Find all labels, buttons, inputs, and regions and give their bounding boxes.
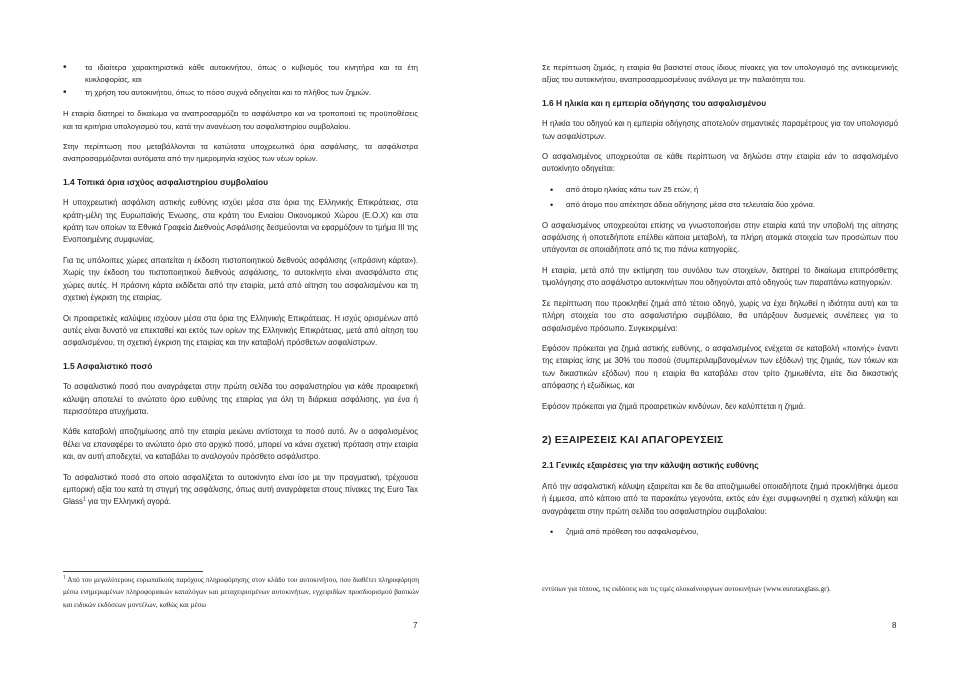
bullet-item: • από άτομο ηλικίας κάτω των 25 ετών, ή — [542, 184, 898, 196]
page-number: 8 — [892, 621, 897, 630]
paragraph: Η ηλικία του οδηγού και η εμπειρία οδήγησης αποτελούν σημαντικές παραμέτρους για τον υπολογισμό των ασφαλίστρων. — [542, 119, 898, 141]
footnote-text: Από του μεγαλύτερους ευρωπαϊκούς παρόχους πληροφόρησης στον κλάδο του αυτοκινήτου, που διαθέτει πληροφόρηση μέσω ενημερωμένων πληροφοριακών καταλόγων και μεταχειρισμένων αυτοκινήτων, εγχειριδίων προσδιορισμού βασικών και ειδικών εκδόσεων μοντέλων, καθώς και μέσω — [63, 576, 420, 609]
right-column — [542, 62, 898, 541]
page-number: 7 — [413, 621, 418, 630]
section-heading-2-1: 2.1 Γενικές εξαιρέσεις για την κάλυψη αστικής ευθύνης — [542, 460, 759, 471]
paragraph: Οι προαιρετικές καλύψεις ισχύουν μέσα στα όρια της Ελληνικής Επικράτειας. Η ισχύς ορισμένων από αυτές είναι δυνατό να επεκταθεί και εκτός των ορίων της Ελληνικής Επικράτειας, μετά από αίτηση του ασφαλισμένου, τη σχετική έγκριση της εταιρίας και την καταβολή πρόσθετων ασφαλίστρων. — [63, 313, 418, 348]
paragraph: Η υποχρεωτική ασφάλιση αστικής ευθύνης ισχύει μέσα στα όρια της Ελληνικής Επικράτειας, στα κράτη-μέλη της Ευρωπαϊκής Ένωσης, στα κράτη του Ενιαίου Οικονομικού Χώρου (Ε.Ο.Χ) και στα κράτη των οποίων τα Εθνικά Γραφεία Διεθνούς Ασφάλισης δεσμεύονται να εφαρμόζουν το τμήμα ΙΙΙ της Ενοποιημένης συμφωνίας. — [63, 198, 418, 245]
bullet-item: • τη χρήση του αυτοκινήτου, όπως το πόσο συχνά οδηγείται και το πλήθος των ζημιών. — [63, 87, 418, 99]
footnote-divider — [63, 571, 203, 572]
paragraph: Εφόσον πρόκειται για ζημιά προαιρετικών κινδύνων, δεν καλύπτεται η ζημιά. — [542, 401, 806, 411]
paragraph: Ο ασφαλισμένος υποχρεούται επίσης να γνωστοποιήσει στην εταιρία κατά την υποβολή της αίτησης ασφάλισης ή οποτεδήποτε επέλθει κάποια μεταβολή, τα πλήρη ατομικά στοιχεία των προσώπων που υπάγονται σε οποιαδήποτε από τις πιο πάνω κατηγορίες. — [542, 220, 898, 255]
footnote — [63, 574, 419, 611]
paragraph: Ο ασφαλισμένος υποχρεούται σε κάθε περίπτωση να δηλώσει στην εταιρία εάν το ασφαλισμένο αυτοκίνητο οδηγείται: — [542, 152, 898, 174]
paragraph: Η εταιρία διατηρεί το δικαίωμα να αναπροσαρμόζει το ασφάλιστρο και να τροποποιεί τις προϋποθέσεις και τα κριτήρια υπολογισμού του, κατά την ανανέωση του ασφαλιστηρίου συμβολαίου. — [63, 109, 418, 131]
paragraph: Κάθε καταβολή αποζημίωσης από την εταιρία μειώνει αντίστοιχα το ποσό αυτό. Αν ο ασφαλισμένος θέλει να επαναφέρει το ανώτατο όριο στο αρχικό ποσό, μπορεί να κάνει σχετική πρόταση στην εταιρία και, αν αυτή αποδεχτεί, να καταβάλει το αναλογούν πρόσθετο ασφάλιστρο. — [63, 427, 418, 462]
section-heading-1-5: 1.5 Ασφαλιστικό ποσό — [63, 360, 153, 371]
paragraph: Εφόσον πρόκειται για ζημιά αστικής ευθύνης, ο ασφαλισμένος ενέχεται σε καταβολή «ποινής» έναντι της εταιρίας ίσης με 30% του ποσού (συμπεριλαμβανομένων των εξόδων) της ζημιάς, των τόκων και των δικαστικών εξόδων) που η εταιρία θα καταβάλει στον τρίτο ζημιωθέντα, είτε δια δικαστικής απόφασης ή εξωδίκως, και — [542, 343, 898, 391]
paragraph-text: Το ασφαλιστικό ποσό στο οποίο ασφαλίζεται το αυτοκίνητο είναι ίσο με την πραγματική, τρέχουσα εμπορική αξία του κατά τη στιγμή της ασφάλισης, όπως αυτή αναγράφεται στους πίνακες της Euro Tax Glass — [63, 472, 418, 507]
footnote-mark: 1 — [63, 575, 66, 581]
paragraph: Σε περίπτωση ζημιάς, η εταιρία θα βασιστεί στους ίδιους πίνακες για τον υπολογισμό της αντικειμενικής αξίας του αυτοκινήτου, αναπροσαρμοσμένους ανάλογα με την παλαιότητα του. — [542, 63, 898, 85]
footnote-continuation: εντύπων για τύπους, τις εκδόσεις και τις τιμές ολοκαίνουργιων αυτοκινήτων (www.eurotaxglass.gr). — [542, 585, 831, 593]
paragraph: Στην περίπτωση που μεταβάλλονται τα κατώτατα υποχρεωτικά όρια ασφάλισης, τα ασφάλιστρα αναπροσαρμόζονται αυτόματα από την ημερομηνία ισχύος των νέων ορίων. — [63, 142, 418, 164]
paragraph: Το ασφαλιστικό ποσό που αναγράφεται στην πρώτη σελίδα του ασφαλιστηρίου για κάθε προαιρετική κάλυψη αποτελεί το ανώτατο όριο ευθύνης της εταιρίας για όλη τη διάρκεια ασφάλισης, για ένα ή περισσότερα ατυχήματα. — [63, 382, 418, 416]
paragraph — [63, 472, 418, 509]
right-page — [480, 0, 960, 674]
chapter-heading-2: 2) ΕΞΑΙΡΕΣΕΙΣ ΚΑΙ ΑΠΑΓΟΡΕΥΣΕΙΣ — [542, 434, 724, 446]
paragraph: Σε περίπτωση που προκληθεί ζημιά από τέτοιο οδηγό, χωρίς να έχει δηλωθεί η ιδιότητα αυτή και τα πλήρη στοιχεία του στο ασφαλιστήριο συμβόλαιο, θα υπάρξουν δυσμενείς συνέπειες για το ασφαλισμένο πρόσωπο. Συγκεκριμένα: — [542, 298, 898, 333]
section-heading-1-4: 1.4 Τοπικά όρια ισχύος ασφαλιστηρίου συμβολαίου — [63, 176, 268, 187]
footnote-ref[interactable]: 1 — [82, 496, 86, 503]
paragraph: Η εταιρία, μετά από την εκτίμηση του συνόλου των στοιχείων, διατηρεί το δικαίωμα επιπρόσθετης τιμολόγησης στο ασφάλιστρο αυτοκινήτων που οδηγούνται από οδηγούς των παραπάνω κατηγοριών. — [542, 265, 898, 288]
bullet-item: • τα ιδιαίτερα χαρακτηριστικά κάθε αυτοκινήτου, όπως ο κυβισμός του κινητήρα και τα έτη κυκλοφορίας, και — [63, 62, 418, 87]
paragraph-text: για την Ελληνική αγορά. — [85, 497, 171, 507]
paragraph: Από την ασφαλιστική κάλυψη εξαιρείται και δε θα αποζημιωθεί οποιαδήποτε ζημιά προκλήθηκε άμεσα ή έμμεσα, από κάποιο από τα παρακάτω γεγονότα, εκτός εάν έχει συμφωνηθεί η σχετική κάλυψη και αναγράφεται στην πρώτη σελίδα του ασφαλιστηρίου συμβολαίου: — [542, 481, 898, 516]
bullet-item: • ζημιά από πρόθεση του ασφαλισμένου, — [542, 526, 898, 538]
paragraph: Για τις υπόλοιπες χώρες απαιτείται η έκδοση πιστοποιητικού διεθνούς ασφάλισης («πράσινη κάρτα»). Χωρίς την έκδοση του πιστοποιητικού διεθνούς ασφάλισης, το αυτοκίνητο είναι ανασφάλιστο στις χώρες αυτές. Η πράσινη κάρτα εκδίδεται από την εταιρία, μετά από αίτηση του ασφαλισμένου και τη σχετική έγκριση της εταιρίας. — [63, 255, 418, 303]
bullet-item: • από άτομο που απέκτησε άδεια οδήγησης μέσα στα τελευταία δύο χρόνια. — [542, 199, 898, 211]
left-column — [63, 62, 418, 517]
section-heading-1-6: 1.6 Η ηλικία και η εμπειρία οδήγησης του ασφαλισμένου — [542, 97, 767, 108]
